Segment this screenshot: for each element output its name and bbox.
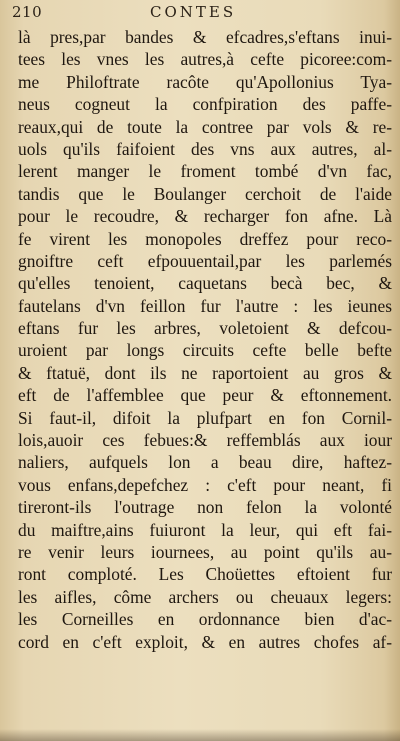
text-line: eftans fur les arbres, voletoient & defcou- bbox=[18, 318, 392, 339]
text-line: pour le recoudre, & recharger fon afne. Là bbox=[18, 206, 392, 227]
text-line: re venir leurs iournees, au point qu'ils au- bbox=[18, 541, 392, 562]
text-line: cord en c'eft exploit, & en autres chofes af- bbox=[18, 631, 392, 652]
text-line: du maiftre,ains fuiuront la leur, qui eft fai- bbox=[18, 519, 392, 540]
text-line: qu'elles tenoient, caquetans becà bec, & bbox=[18, 273, 392, 294]
text-line: & ftatuë, dont ils ne raportoient au gros & bbox=[18, 362, 392, 383]
text-line: naliers, aufquels lon a beau dire, haftez- bbox=[18, 452, 392, 473]
page-number: 210 bbox=[12, 3, 43, 21]
text-line: gnoiftre ceft efpouuentail,par les parlemés bbox=[18, 250, 392, 271]
text-line: lerent manger le froment tombé d'vn fac, bbox=[18, 161, 392, 182]
text-line: uols qu'ils faifoient des vns aux autres, al- bbox=[18, 138, 392, 159]
text-line: Si faut-il, difoit la plufpart en fon Cornil- bbox=[18, 407, 392, 428]
page-header bbox=[0, 2, 400, 24]
text-line: tandis que le Boulanger cerchoit de l'aide bbox=[18, 183, 392, 204]
text-line: fautelans d'vn feillon fur l'autre : les ieunes bbox=[18, 295, 392, 316]
text-line: neus cogneut la confpiration des paffe- bbox=[18, 94, 392, 115]
text-line: tees les vnes les autres,à cefte picoree:com- bbox=[18, 49, 392, 70]
text-line: me Philoftrate racôte qu'Apollonius Tya- bbox=[18, 71, 392, 92]
text-line: eft de l'affemblee que peur & eftonnement. bbox=[18, 385, 392, 406]
text-line: reaux,qui de toute la contree par vols & re- bbox=[18, 116, 392, 137]
text-line: les aifles, côme archers ou cheuaux legers: bbox=[18, 586, 392, 607]
text-line: tireront-ils l'outrage non felon la volonté bbox=[18, 497, 392, 518]
text-line: là pres,par bandes & efcadres,s'eftans inuі- bbox=[18, 27, 392, 47]
text-line: les Corneilles en ordonnance bien d'ac- bbox=[18, 609, 392, 630]
running-head: CONTES bbox=[150, 3, 237, 21]
text-line: ront comploté. Les Choüettes eftoient fur bbox=[18, 564, 392, 585]
text-line: lois,auoir ces febues:& reffemblás aux iour bbox=[18, 430, 392, 451]
text-line: uroient par longs circuits cefte belle befte bbox=[18, 340, 392, 361]
body-text bbox=[18, 26, 392, 653]
text-line: vous enfans,depefchez : c'eft pour neant, fi bbox=[18, 474, 392, 495]
text-line: fe virent les monopoles dreffez pour reco- bbox=[18, 228, 392, 249]
